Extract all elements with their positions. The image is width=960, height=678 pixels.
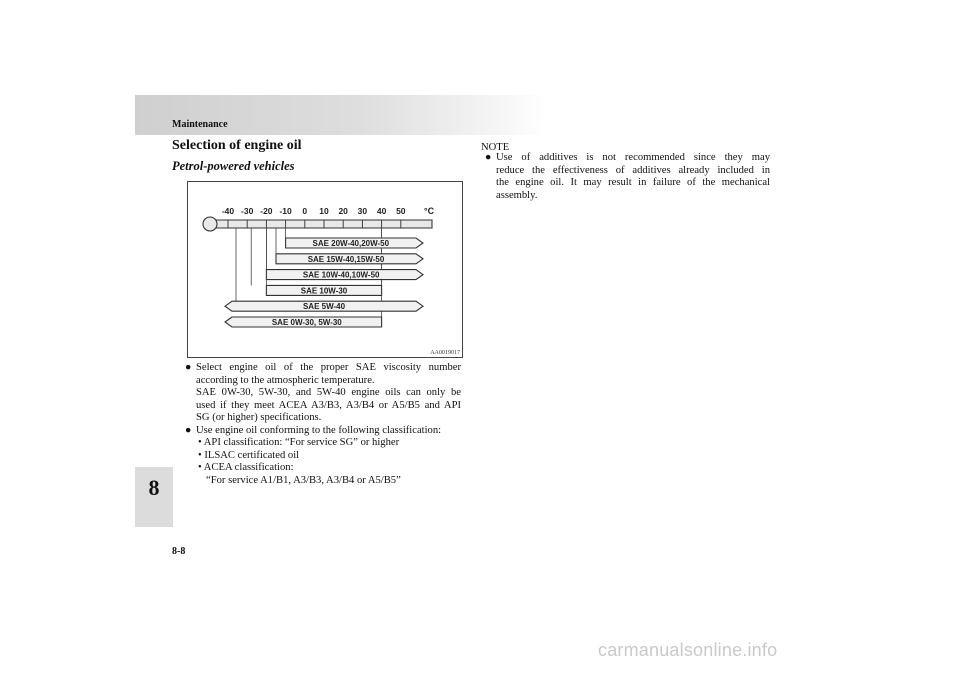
- thermometer-tube: [208, 220, 432, 228]
- grade-label: SAE 20W-40,20W-50: [312, 239, 390, 248]
- list-item-continuation: “For service A1/B1, A3/B3, A3/B4 or A5/B5”: [206, 474, 401, 486]
- text-line: assembly.: [496, 189, 538, 201]
- temperature-label: 40: [376, 206, 387, 216]
- viscosity-chart: [188, 182, 464, 359]
- page-heading: Selection of engine oil: [172, 138, 302, 153]
- text-line: the engine oil. It may result in failure of the mechanical: [496, 177, 770, 188]
- bullet-classification: [185, 425, 461, 488]
- page-subheading: Petrol-powered vehicles: [172, 159, 295, 173]
- note-text: [485, 152, 770, 202]
- grade-label: SAE 15W-40,15W-50: [307, 254, 385, 264]
- bullet-glyph: ●: [185, 424, 192, 436]
- instructions: [185, 362, 461, 487]
- bullet-glyph: ●: [485, 152, 492, 163]
- list-item: • ACEA classification:: [198, 462, 294, 473]
- grade-label: SAE 10W-40,10W-50: [302, 270, 380, 280]
- text-line: reduce the effectiveness of additives already included in: [496, 164, 770, 176]
- chapter-tab: [135, 467, 173, 527]
- temperature-label: 50: [396, 206, 406, 216]
- list-item: • ILSAC certificated oil: [198, 449, 300, 461]
- temperature-label: -30: [241, 206, 254, 216]
- figure-code: AA0019017: [430, 350, 460, 356]
- temperature-label: 20: [338, 206, 348, 216]
- chapter-number: 8: [148, 475, 160, 500]
- temperature-label: 10: [319, 206, 329, 216]
- text-line: Select engine oil of the proper SAE viscosity number: [196, 362, 461, 373]
- oil-viscosity-figure: [187, 181, 463, 358]
- grade-label: SAE 5W-40: [302, 302, 346, 312]
- watermark: carmanualsonline.info: [598, 640, 778, 660]
- text-line: according to the atmospheric temperature.: [196, 374, 375, 386]
- text-line: used if they meet ACEA A3/B3, A3/B4 or A5/B5 and API: [196, 399, 461, 411]
- text-line: SG (or higher) specifications.: [196, 412, 322, 423]
- temperature-label: -40: [221, 206, 235, 216]
- text-line: Use of additives is not recommended since they may: [496, 152, 770, 163]
- temperature-label: -10: [279, 206, 292, 216]
- grade-label: SAE 10W-30: [300, 286, 348, 296]
- text-line: Use engine oil conforming to the following classification:: [196, 424, 442, 436]
- temperature-label: -20: [260, 206, 273, 216]
- note-label: NOTE: [481, 142, 510, 153]
- section-title: Maintenance: [172, 119, 228, 130]
- unit-label: °C: [424, 206, 435, 216]
- text-line: SAE 0W-30, 5W-30, and 5W-40 engine oils can only be: [196, 387, 461, 398]
- temperature-label: 30: [357, 206, 368, 216]
- page-number: 8-8: [172, 546, 186, 557]
- bullet-glyph: ●: [185, 362, 192, 373]
- list-item: • API classification: “For service SG” or higher: [198, 437, 400, 448]
- temperature-label: 0: [302, 206, 308, 216]
- grade-label: SAE 0W-30, 5W-30: [271, 318, 342, 327]
- thermometer-joint: [205, 221, 215, 228]
- bullet-viscosity: [185, 362, 461, 425]
